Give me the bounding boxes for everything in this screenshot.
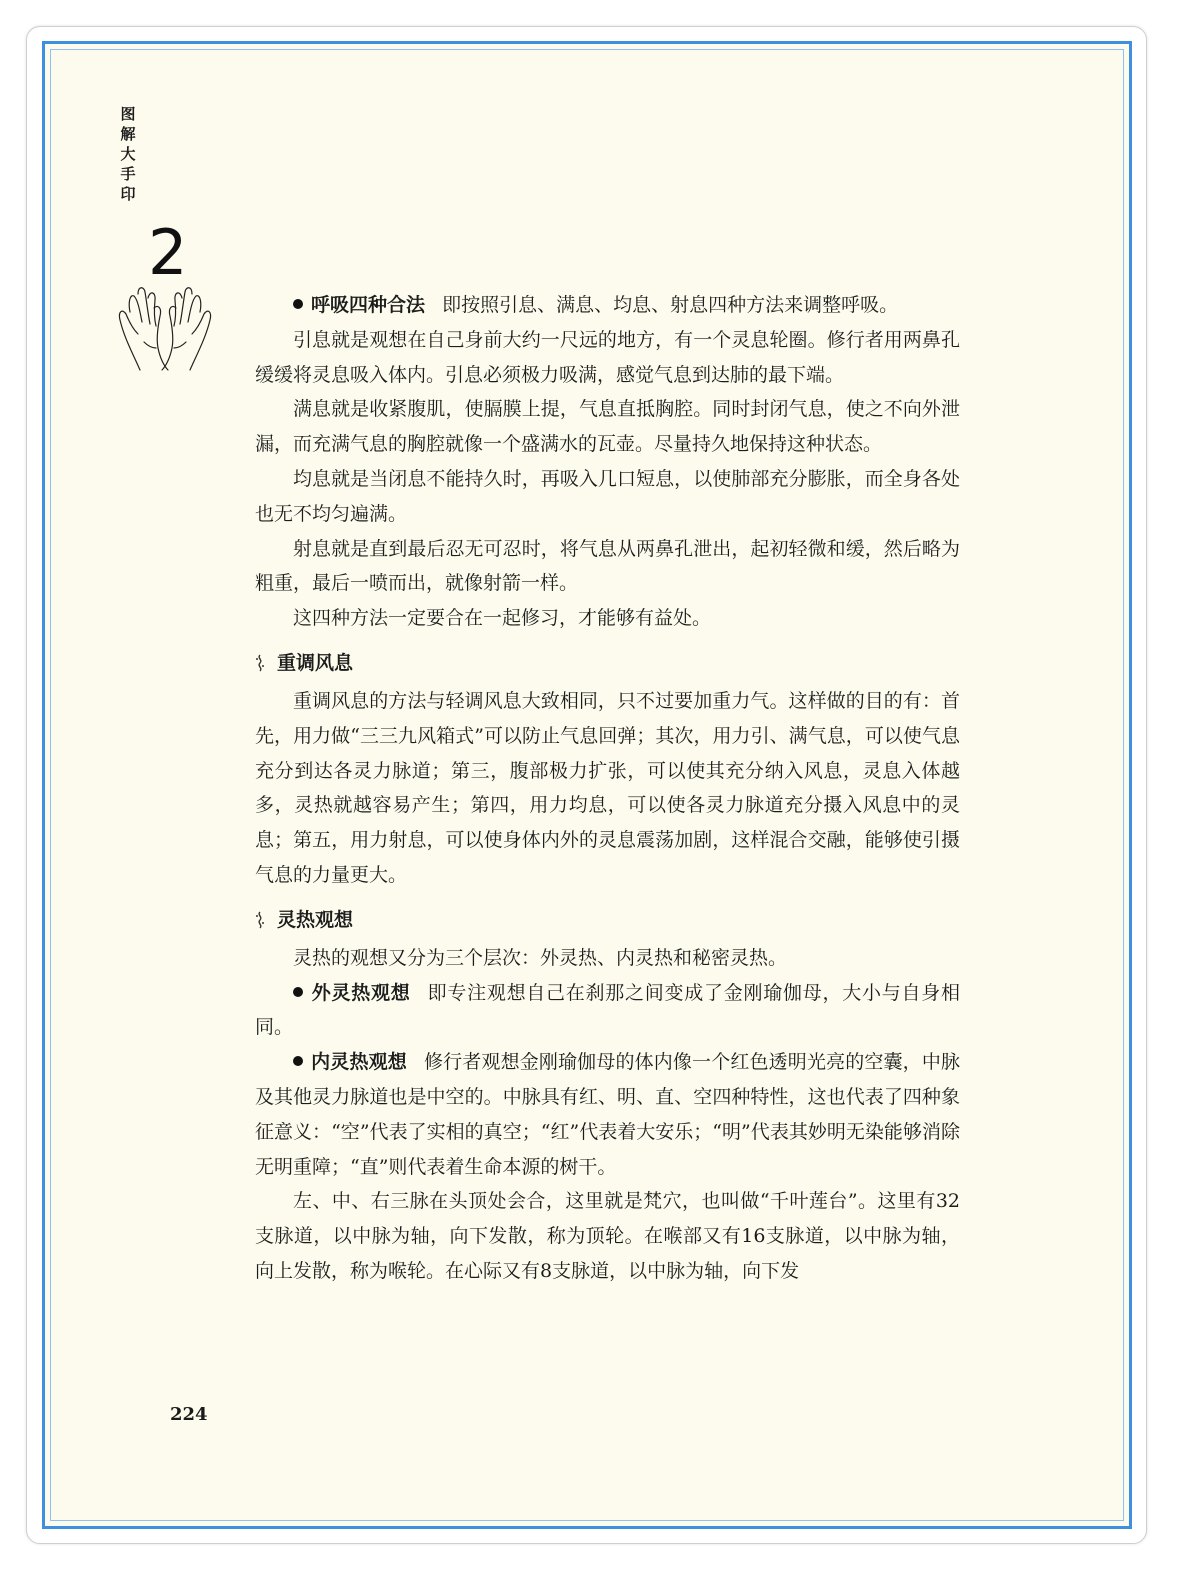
paragraph: [255, 288, 960, 323]
page-number: 224: [170, 1404, 208, 1425]
bullet-icon: [293, 987, 303, 997]
section-heading-text: 灵热观想: [277, 908, 354, 931]
bullet-icon: [293, 1056, 303, 1066]
paragraph: 均息就是当闭息不能持久时，再吸入几口短息，以使肺部充分膨胀，而全身各处也无不均匀遍满。: [255, 467, 960, 525]
paragraph: 灵热的观想又分为三个层次：外灵热、内灵热和秘密灵热。: [293, 946, 788, 969]
chapter-number: 2: [148, 216, 188, 289]
book-title-vertical: 图解大手印: [120, 105, 136, 203]
bullet-icon: [293, 299, 303, 309]
section-heading-text: 重调风息: [277, 651, 354, 674]
paragraph: 满息就是收紧腹肌，使膈膜上提，气息直抵胸腔。同时封闭气息，使之不向外泄漏，而充满气息的胸腔就像一个盛满水的瓦壶。尽量持久地保持这种状态。: [255, 398, 960, 456]
paragraph: [255, 976, 960, 1046]
paragraph: 引息就是观想在自己身前大约一尺远的地方，有一个灵息轮圈。修行者用两鼻孔缓缓将灵息吸入体内。引息必须极力吸满，感觉气息到达肺的最下端。: [255, 328, 960, 386]
ornament-icon: [255, 911, 265, 929]
bullet-text: 修行者观想金刚瑜伽母的体内像一个红色透明光亮的空囊，中脉及其他灵力脉道也是中空的。中脉具有红、明、直、空四种特性，这也代表了四种象征意义：“空”代表了实相的真空；“红”代表着大安乐；“明”代表其妙明无染能够消除无明重障；“直”则代表着生命本源的树干。: [255, 1051, 960, 1178]
main-text: [255, 288, 960, 1289]
bullet-title: 呼吸四种合法: [311, 294, 426, 316]
paragraph: 这四种方法一定要合在一起修习，才能够有益处。: [293, 607, 712, 630]
bullet-title: 内灵热观想: [311, 1051, 407, 1074]
bullet-text: 即专注观想自己在刹那之间变成了金刚瑜伽母，大小与自身相同。: [255, 981, 960, 1039]
praying-hands-icon: [110, 282, 220, 372]
paragraph: 左、中、右三脉在头顶处会合，这里就是梵穴，也叫做“千叶莲台”。这里有32支脉道，以中脉为轴，向下发散，称为顶轮。在喉部又有16支脉道，以中脉为轴，向上发散，称为喉轮。在心际又有8支脉道，以中脉为轴，向下发: [255, 1190, 960, 1282]
paragraph: 重调风息的方法与轻调风息大致相同，只不过要加重力气。这样做的目的有：首先，用力做“三三九风箱式”可以防止气息回弹；其次，用力引、满气息，可以使气息充分到达各灵力脉道；第三，腹部极力扩张，可以使其充分纳入风息，灵息入体越多，灵热就越容易产生；第四，用力均息，可以使各灵力脉道充分摄入风息中的灵息；第五，用力射息，可以使身体内外的灵息震荡加剧，这样混合交融，能够使引摄气息的力量更大。: [255, 689, 960, 886]
section-heading: [255, 648, 960, 678]
paragraph: [255, 1045, 960, 1184]
paragraph: 射息就是直到最后忍无可忍时，将气息从两鼻孔泄出，起初轻微和缓，然后略为粗重，最后一喷而出，就像射箭一样。: [255, 537, 960, 595]
section-heading: [255, 905, 960, 935]
bullet-title: 外灵热观想: [311, 981, 411, 1004]
bullet-text: 即按照引息、满息、均息、射息四种方法来调整呼吸。: [442, 294, 899, 316]
ornament-icon: [255, 654, 265, 672]
